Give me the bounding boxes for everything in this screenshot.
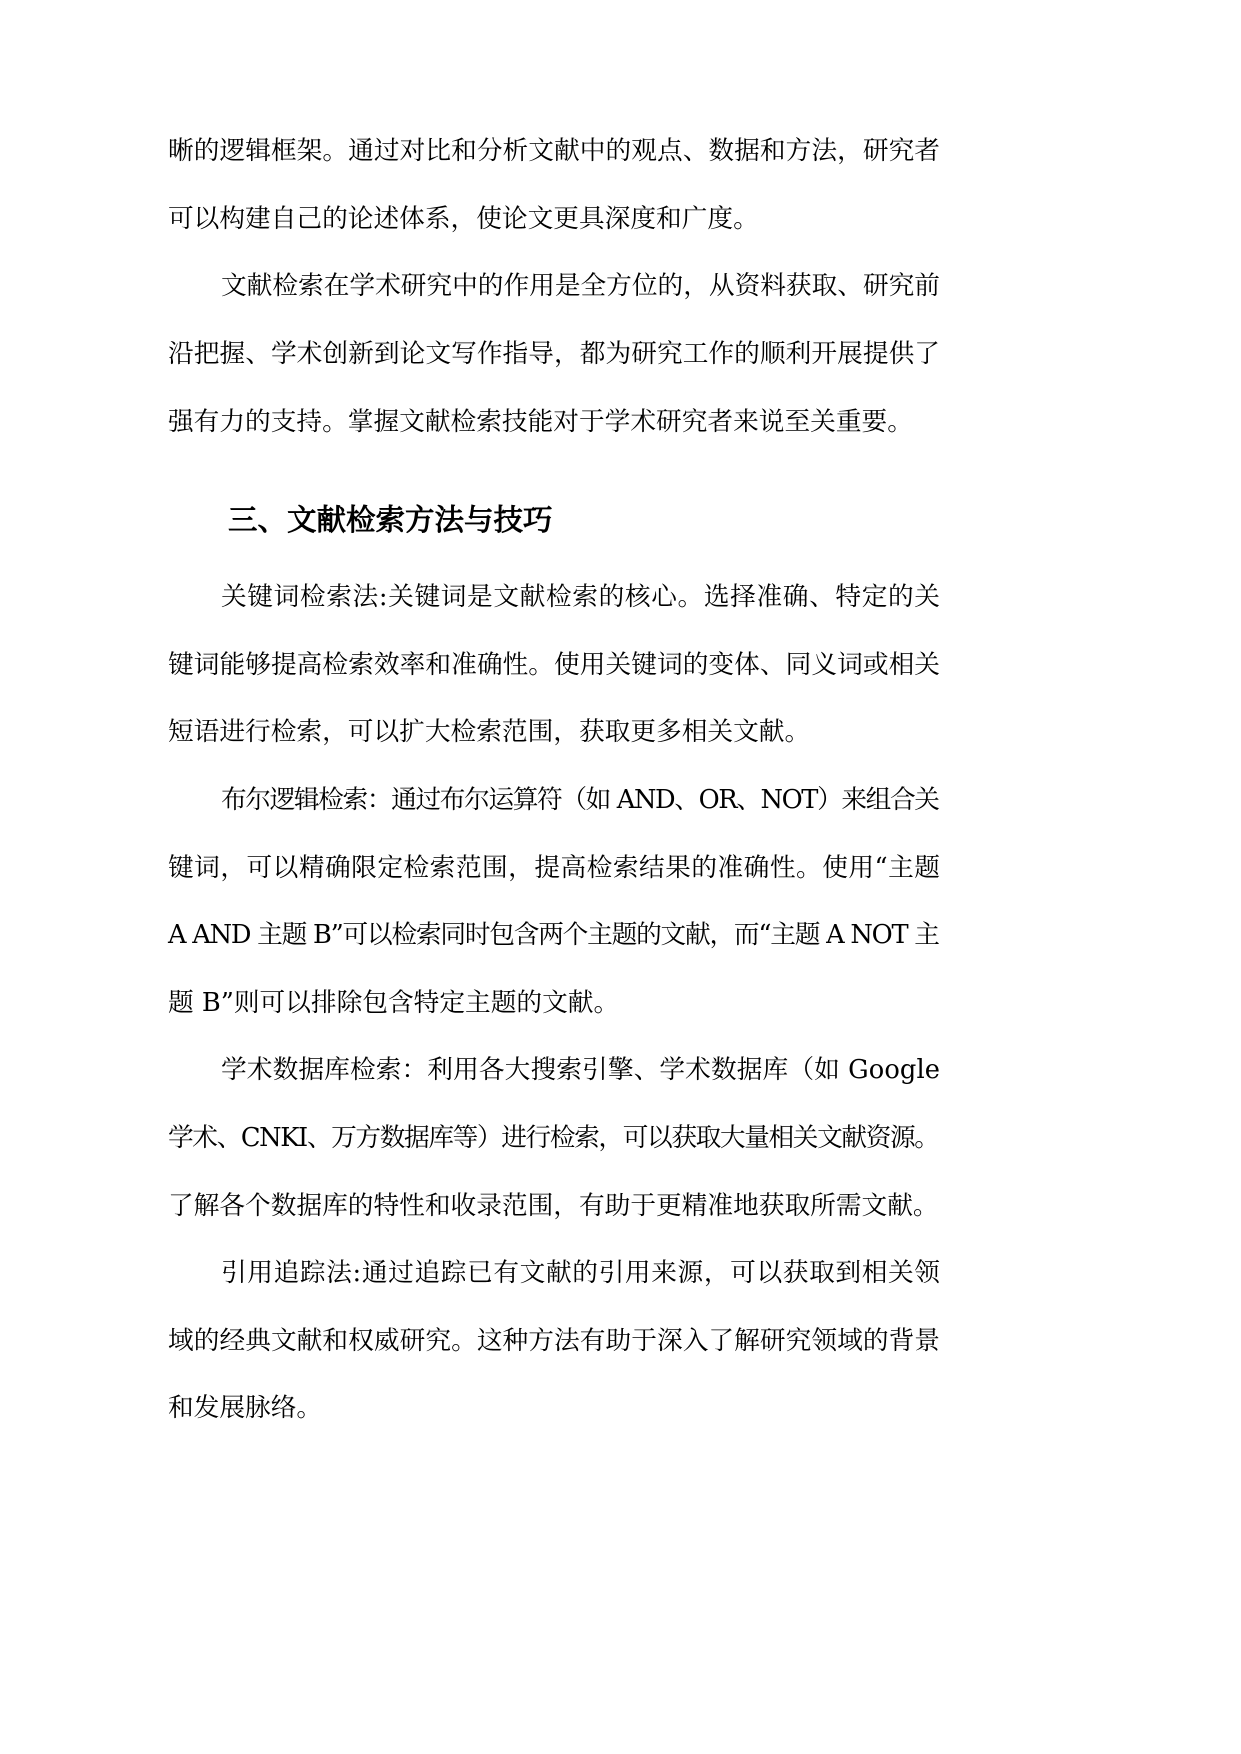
paragraph: [168, 1037, 940, 1240]
body-text-top: [168, 118, 940, 456]
text-line: 强有力的支持。掌握文献检索技能对于学术研究者来说至关重要。: [168, 406, 913, 437]
paragraph: [168, 118, 940, 253]
text-line: 键词，可以精确限定检索范围，提高检索结果的准确性。使用“主题: [168, 852, 941, 883]
paragraph: [168, 1240, 940, 1443]
paragraph: [168, 564, 940, 767]
text-line: A AND 主题 B”可以检索同时包含两个主题的文献，而“主题 A NOT 主: [168, 920, 939, 951]
text-line: 了解各个数据库的特性和收录范围，有助于更精准地获取所需文献。: [168, 1190, 939, 1221]
paragraph: [168, 253, 940, 456]
text-line: 晰的逻辑框架。通过对比和分析文献中的观点、数据和方法，研究者: [168, 136, 941, 167]
text-line: 引用追踪法:通过追踪已有文献的引用来源，可以获取到相关领: [221, 1258, 941, 1289]
section-heading: 三、文献检索方法与技巧: [228, 502, 553, 537]
paragraph: [168, 767, 940, 1037]
text-line: 学术数据库检索：利用各大搜索引擎、学术数据库（如 Google: [221, 1055, 941, 1086]
text-line: 题 B”则可以排除包含特定主题的文献。: [168, 987, 620, 1018]
text-line: 键词能够提高检索效率和准确性。使用关键词的变体、同义词或相关: [168, 649, 941, 680]
text-line: 域的经典文献和权威研究。这种方法有助于深入了解研究领域的背景: [168, 1325, 941, 1356]
text-line: 关键词检索法:关键词是文献检索的核心。选择准确、特定的关: [221, 582, 941, 613]
text-line: 和发展脉络。: [168, 1393, 323, 1424]
text-line: 文献检索在学术研究中的作用是全方位的，从资料获取、研究前: [221, 271, 940, 302]
text-line: 可以构建自己的论述体系，使论文更具深度和广度。: [168, 203, 759, 234]
body-text-bottom: [168, 564, 940, 1443]
text-line: 短语进行检索，可以扩大检索范围，获取更多相关文献。: [168, 717, 811, 748]
text-line: 学术、CNKI、万方数据库等）进行检索，可以获取大量相关文献资源。: [168, 1122, 939, 1153]
text-line: 布尔逻辑检索：通过布尔运算符（如 AND、OR、NOT）来组合关: [221, 784, 939, 815]
text-line: 沿把握、学术创新到论文写作指导，都为研究工作的顺利开展提供了: [168, 338, 941, 369]
